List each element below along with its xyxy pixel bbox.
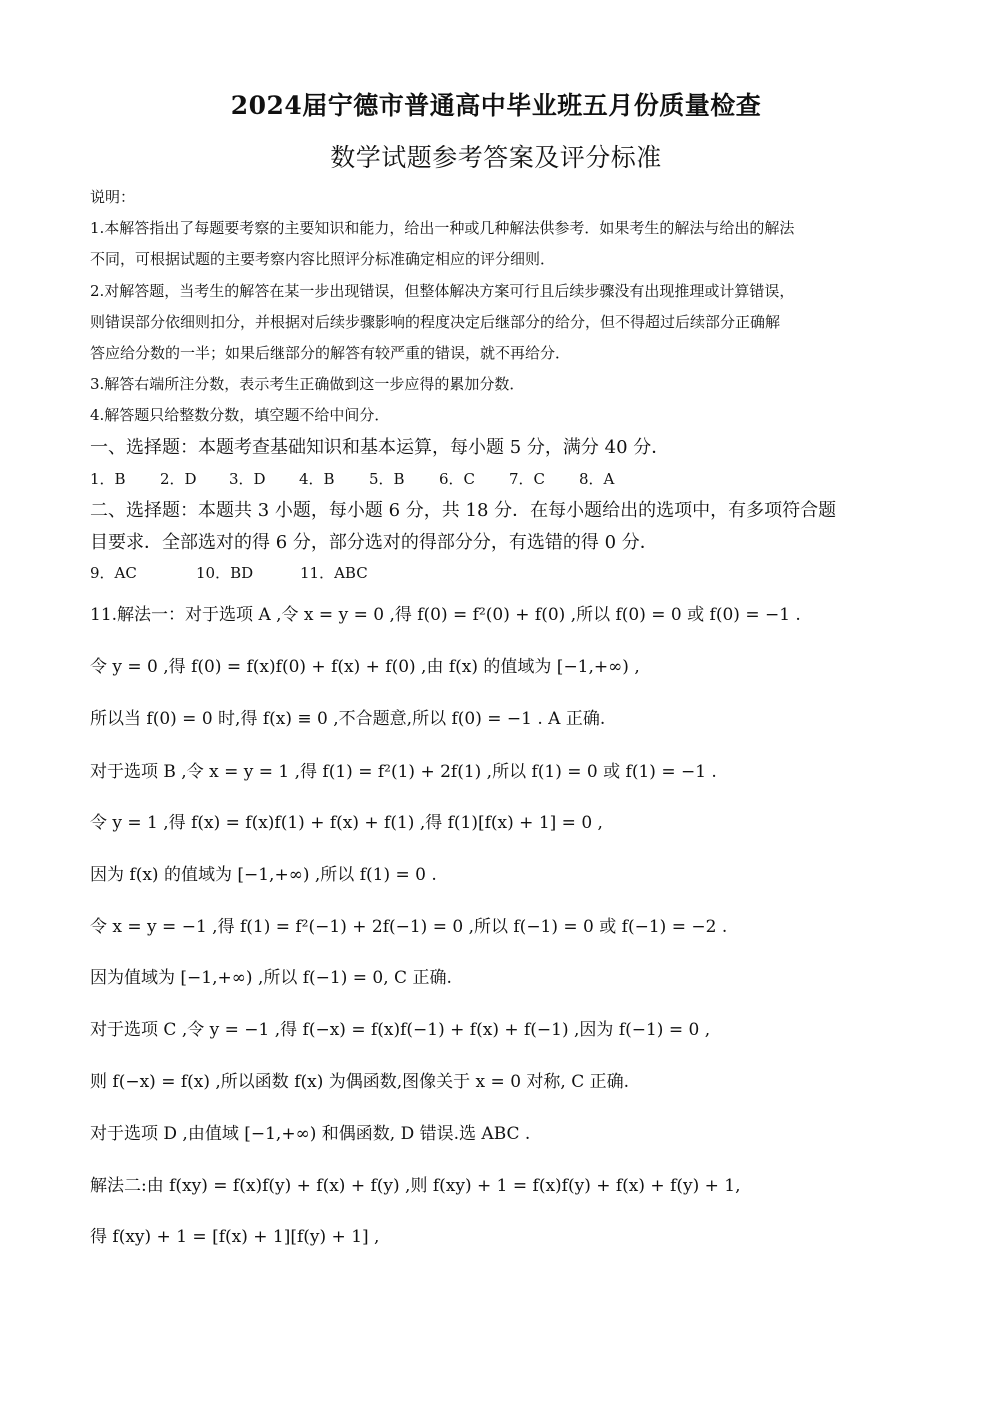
- answer-8: 8．A: [579, 470, 615, 488]
- solution-line-13: 得 f(xy) + 1 = [f(x) + 1][f(y) + 1] ,: [90, 1227, 380, 1247]
- solution-line-1: 11.解法一：对于选项 A ,令 x = y = 0 ,得 f(0) = f²(0) + f(0) ,所以 f(0) = 0 或 f(0) = −1 .: [90, 605, 801, 625]
- answer-3: 3．D: [229, 470, 266, 488]
- note-1-line-1: 1.本解答指出了每题要考察的主要知识和能力，给出一种或几种解法供参考．如果考生的解法与给出的解法: [90, 219, 795, 237]
- solution-line-4: 对于选项 B ,令 x = y = 1 ,得 f(1) = f²(1) + 2f(1) ,所以 f(1) = 0 或 f(1) = −1 .: [90, 762, 717, 782]
- answer-11: 11．ABC: [300, 564, 368, 582]
- section-2-heading-line-1: 二、选择题：本题共 3 小题，每小题 6 分，共 18 分．在每小题给出的选项中，有多项符合题: [90, 500, 837, 521]
- section-1-heading: 一、选择题：本题考查基础知识和基本运算，每小题 5 分，满分 40 分．: [90, 437, 670, 458]
- answer-4: 4．B: [299, 470, 335, 488]
- solution-line-2: 令 y = 0 ,得 f(0) = f(x)f(0) + f(x) + f(0) ,由 f(x) 的值域为 [−1,+∞) ,: [90, 657, 640, 677]
- answer-5: 5．B: [369, 470, 405, 488]
- page-title: 2024届宁德市普通高中毕业班五月份质量检查: [230, 91, 762, 120]
- answer-6: 6．C: [439, 470, 476, 488]
- solution-line-6: 因为 f(x) 的值域为 [−1,+∞) ,所以 f(1) = 0 .: [90, 865, 437, 885]
- solution-line-7: 令 x = y = −1 ,得 f(1) = f²(−1) + 2f(−1) = 0 ,所以 f(−1) = 0 或 f(−1) = −2 .: [90, 917, 728, 937]
- section-2-heading-line-2: 目要求．全部选对的得 6 分，部分选对的得部分分，有选错的得 0 分．: [90, 532, 658, 553]
- note-2-line-3: 答应给分数的一半；如果后继部分的解答有较严重的错误，就不再给分．: [90, 344, 571, 362]
- notes-heading: 说明：: [90, 188, 136, 206]
- note-2-line-2: 则错误部分依细则扣分，并根据对后续步骤影响的程度决定后继部分的给分，但不得超过后续部分正确解: [90, 313, 781, 331]
- note-3: 3.解答右端所注分数，表示考生正确做到这一步应得的累加分数．: [90, 375, 525, 393]
- note-2-line-1: 2.对解答题，当考生的解答在某一步出现错误，但整体解决方案可行且后续步骤没有出现推理或计算错误，: [90, 282, 795, 300]
- solution-line-5: 令 y = 1 ,得 f(x) = f(x)f(1) + f(x) + f(1) ,得 f(1)[f(x) + 1] = 0 ,: [90, 813, 603, 833]
- solution-line-9: 对于选项 C ,令 y = −1 ,得 f(−x) = f(x)f(−1) + f(x) + f(−1) ,因为 f(−1) = 0 ,: [90, 1020, 711, 1040]
- page-subtitle: 数学试题参考答案及评分标准: [330, 143, 662, 172]
- solution-line-8: 因为值域为 [−1,+∞) ,所以 f(−1) = 0, C 正确.: [90, 968, 452, 988]
- answer-10: 10．BD: [196, 564, 254, 582]
- note-4: 4.解答题只给整数分数，填空题不给中间分．: [90, 406, 390, 424]
- solution-line-12: 解法二:由 f(xy) = f(x)f(y) + f(x) + f(y) ,则 f(xy) + 1 = f(x)f(y) + f(x) + f(y) + 1,: [90, 1176, 741, 1196]
- answer-2: 2．D: [160, 470, 197, 488]
- answer-9: 9．AC: [90, 564, 137, 582]
- answer-1: 1．B: [90, 470, 126, 488]
- answer-7: 7．C: [509, 470, 546, 488]
- solution-line-3: 所以当 f(0) = 0 时,得 f(x) ≡ 0 ,不合题意,所以 f(0) = −1 . A 正确.: [90, 709, 606, 729]
- note-1-line-2: 不同，可根据试题的主要考察内容比照评分标准确定相应的评分细则．: [90, 250, 556, 268]
- solution-line-10: 则 f(−x) = f(x) ,所以函数 f(x) 为偶函数,图像关于 x = 0 对称, C 正确.: [90, 1072, 630, 1092]
- solution-line-11: 对于选项 D ,由值域 [−1,+∞) 和偶函数, D 错误.选 ABC .: [90, 1124, 531, 1144]
